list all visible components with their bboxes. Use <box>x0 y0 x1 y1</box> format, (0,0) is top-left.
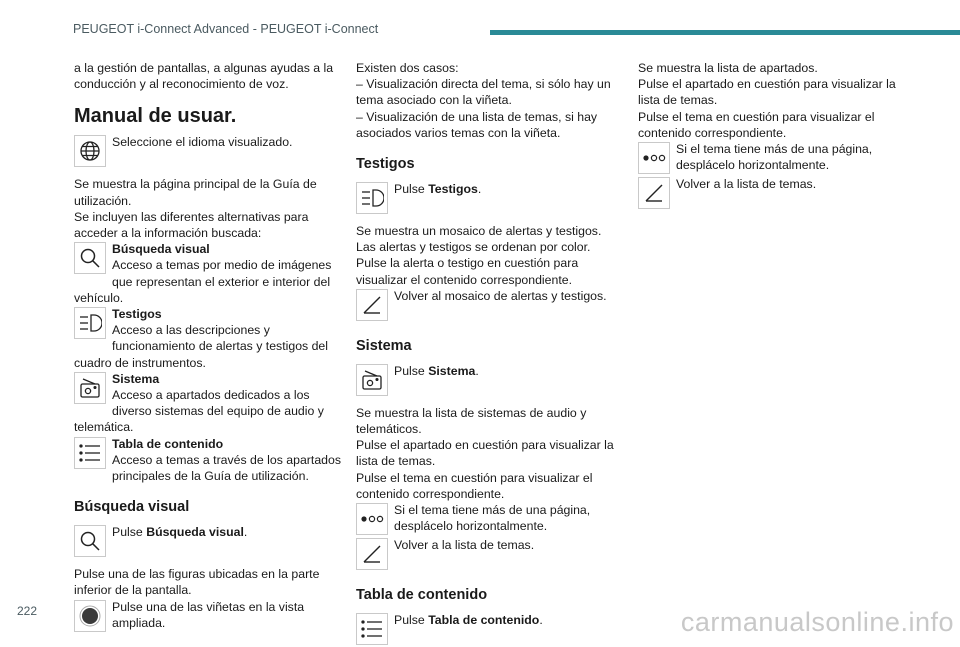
pulse-word: Pulse <box>394 613 425 628</box>
back-mosaic-row <box>356 288 618 323</box>
back-topics-row <box>638 176 900 211</box>
back-arrow-icon[interactable] <box>356 538 388 570</box>
cases-intro: Existen dos casos: <box>356 61 459 75</box>
pulse-word: Pulse <box>394 363 425 378</box>
bullets-text: Pulse una de las viñetas en la vista ampliada. <box>112 599 305 630</box>
figures-text: Pulse una de las figuras ubicadas en la parte inferior de la pantalla. <box>74 567 320 598</box>
header-bar <box>490 30 960 35</box>
sections-list-text: Se muestra la lista de apartados. <box>638 61 818 75</box>
period: . <box>475 363 479 378</box>
item-text: Acceso a las descripciones y funcionamiento de alertas y testigos del cuadro de instrumentos. <box>74 323 329 370</box>
pulse-section-text: Pulse el apartado en cuestión para visualizar la lista de temas. <box>638 77 896 108</box>
item-title: Búsqueda visual <box>112 242 210 257</box>
warning-lights-label: Testigos <box>428 182 478 197</box>
pulse-topic-text: Pulse el tema en cuestión para visualizar el contenido correspondiente. <box>356 470 593 501</box>
mosaic-text: Se muestra un mosaico de alertas y testigos. Las alertas y testigos se ordenan por color. Pulse la alerta o testigo en cuestión para visualizar el contenido correspondiente. <box>356 224 602 287</box>
back-arrow-icon[interactable] <box>356 289 388 321</box>
watermark: carmanualsonline.info <box>680 607 954 637</box>
heading-visual-search: Búsqueda visual <box>74 499 190 516</box>
pulse-word: Pulse <box>112 525 143 540</box>
language-row <box>74 134 342 169</box>
period: . <box>539 613 543 628</box>
search-icon[interactable] <box>74 242 106 274</box>
system-row <box>356 363 618 398</box>
systems-list-text: Se muestra la lista de sistemas de audio y telemáticos. <box>356 405 587 437</box>
search-icon[interactable] <box>74 525 106 557</box>
globe-icon[interactable] <box>74 135 106 167</box>
table-of-contents-label: Tabla de contenido <box>428 613 540 628</box>
item-text: Acceso a apartados dedicados a los diverso sistemas del equipo de audio y telemática. <box>74 388 324 435</box>
item-system <box>74 371 342 436</box>
back-arrow-icon[interactable] <box>638 177 670 209</box>
heading-manual: Manual de usuar. <box>74 105 237 128</box>
back-topics-text: Volver a la lista de temas. <box>394 538 535 553</box>
table-of-contents-row <box>356 612 618 647</box>
period: . <box>243 525 248 540</box>
case-2: – Visualización de una lista de temas, si hay asociados varios temas con la viñeta. <box>356 109 598 140</box>
list-icon[interactable] <box>356 613 388 645</box>
item-table-of-contents <box>74 436 342 485</box>
back-topics-text: Volver a la lista de temas. <box>676 177 817 192</box>
page-number: 222 <box>17 604 38 618</box>
column-right <box>638 60 900 211</box>
bullets-row <box>74 599 342 634</box>
main-page-text: Se muestra la página principal de la Guía de utilización. <box>74 177 317 208</box>
pulse-topic-text: Pulse el tema en cuestión para visualizar el contenido correspondiente. <box>638 109 875 140</box>
radio-icon[interactable] <box>356 364 388 396</box>
alternatives-text: Se incluyen las diferentes alternativas para acceder a la información buscada: <box>74 209 309 241</box>
item-warning-lights <box>74 306 342 371</box>
more-page-text: Si el tema tiene más de una página, desplácelo horizontalmente. <box>394 503 591 534</box>
heading-system: Sistema <box>356 337 412 354</box>
item-text: Acceso a temas a través de los apartados principales de la Guía de utilización. <box>112 452 341 484</box>
header-title: PEUGEOT i-Connect Advanced - PEUGEOT i-Connect <box>73 22 379 36</box>
more-page-row <box>638 141 900 176</box>
item-title: Sistema <box>112 371 160 386</box>
column-middle <box>356 60 618 647</box>
back-mosaic-text: Volver al mosaico de alertas y testigos. <box>394 288 607 303</box>
heading-warning-lights: Testigos <box>356 156 415 173</box>
item-title: Testigos <box>112 307 162 322</box>
page-dots-icon[interactable] <box>356 503 388 535</box>
list-icon[interactable] <box>74 437 106 469</box>
warning-lights-row <box>356 181 618 216</box>
column-left <box>74 60 342 634</box>
page-dots-icon[interactable] <box>638 142 670 174</box>
pulse-section-text: Pulse el apartado en cuestión para visualizar la lista de temas. <box>356 438 614 469</box>
item-visual-search <box>74 241 342 306</box>
system-label: Sistema <box>428 363 476 378</box>
item-title: Tabla de contenido <box>112 436 224 451</box>
back-topics-row <box>356 537 618 572</box>
more-page-row <box>356 502 618 537</box>
heading-table-of-contents: Tabla de contenido <box>356 587 488 604</box>
pulse-word: Pulse <box>394 182 425 197</box>
item-text: Acceso a temas por medio de imágenes que representan el exterior e interior del vehículo. <box>74 258 332 305</box>
warning-light-icon[interactable] <box>74 307 106 339</box>
warning-light-icon[interactable] <box>356 182 388 214</box>
visual-search-label: Búsqueda visual <box>146 525 244 540</box>
record-icon[interactable] <box>74 600 106 632</box>
intro-text: a la gestión de pantallas, a algunas ayudas a la conducción y al reconocimiento de voz. <box>74 61 334 92</box>
visual-search-row <box>74 524 342 559</box>
radio-icon[interactable] <box>74 372 106 404</box>
case-1: – Visualización directa del tema, si sólo hay un tema asociado con la viñeta. <box>356 77 611 108</box>
period: . <box>477 182 482 197</box>
language-text: Seleccione el idioma visualizado. <box>112 135 293 150</box>
more-page-text: Si el tema tiene más de una página, desplácelo horizontalmente. <box>676 142 873 173</box>
